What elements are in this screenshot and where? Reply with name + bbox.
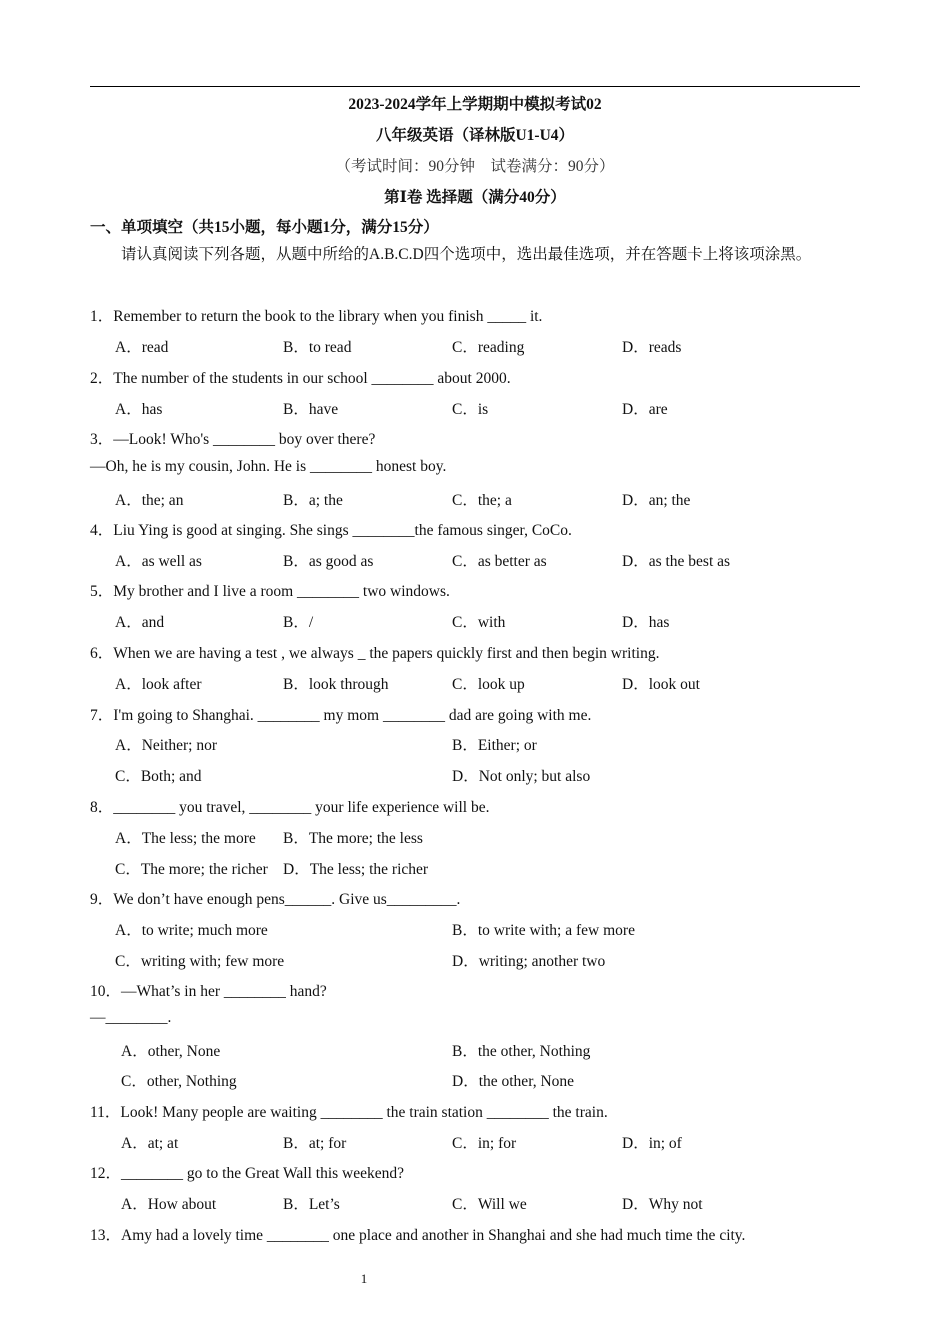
option-a: A．look after <box>115 676 202 693</box>
question-stem: 12．________ go to the Great Wall this weekend? <box>90 1165 404 1182</box>
option-b: B．have <box>283 401 339 418</box>
option-c: C．Will we <box>452 1196 527 1213</box>
option-d: D．reads <box>622 339 682 356</box>
option-b: B．look through <box>283 676 389 693</box>
question-stem: 10．—What’s in her ________ hand? <box>90 983 327 1000</box>
option-c: C．in; for <box>452 1135 517 1152</box>
option-d: D．The less; the richer <box>283 861 429 878</box>
option-a: A．How about <box>121 1196 217 1213</box>
part-title: 第Ⅰ卷 选择题（满分40分） <box>384 189 566 206</box>
exam-subtitle: 八年级英语（译林版U1-U4） <box>375 127 575 144</box>
question-stem: 2．The number of the students in our school ________ about 2000. <box>90 370 511 387</box>
question-stem: 3．—Look! Who's ________ boy over there? <box>90 431 376 448</box>
option-a: A．read <box>115 339 169 356</box>
option-b: B．Let’s <box>283 1196 340 1213</box>
option-d: D．Not only; but also <box>452 768 591 785</box>
option-b: B．to read <box>283 339 352 356</box>
exam-info: （考试时间：90分钟 试卷满分：90分） <box>335 158 615 175</box>
option-d: D．are <box>622 401 668 418</box>
section-heading: 一、单项填空（共15小题，每小题1分，满分15分） <box>90 219 439 236</box>
question-stem: 13．Amy had a lovely time ________ one place and another in Shanghai and she had much time the city. <box>90 1227 746 1244</box>
question-stem: 1．Remember to return the book to the library when you finish _____ it. <box>90 308 543 325</box>
option-d: D．has <box>622 614 670 631</box>
option-c: C．as better as <box>452 553 547 570</box>
option-b: B．Either; or <box>452 737 537 754</box>
option-a: A．other, None <box>121 1043 221 1060</box>
option-a: A．and <box>115 614 165 631</box>
option-d: D．the other, None <box>452 1073 575 1090</box>
option-d: D．look out <box>622 676 700 693</box>
question-stem-continued: —________. <box>90 1009 172 1026</box>
option-d: D．an; the <box>622 492 691 509</box>
section-instruction: 请认真阅读下列各题，从题中所给的A.B.C.D四个选项中，选出最佳选项，并在答题卡上将该项涂黑。 <box>121 246 812 263</box>
option-b: B．as good as <box>283 553 374 570</box>
option-b: B．a; the <box>283 492 343 509</box>
option-d: D．Why not <box>622 1196 703 1213</box>
option-c: C．look up <box>452 676 525 693</box>
exam-title: 2023-2024学年上学期期中模拟考试02 <box>348 96 602 113</box>
option-b: B．the other, Nothing <box>452 1043 591 1060</box>
option-c: C．writing with; few more <box>115 953 285 970</box>
option-c: C．the; a <box>452 492 512 509</box>
option-a: A．has <box>115 401 163 418</box>
question-stem: 4．Liu Ying is good at singing. She sings ________the famous singer, CoCo. <box>90 522 572 539</box>
option-c: C．other, Nothing <box>121 1073 237 1090</box>
option-b: B．The more; the less <box>283 830 423 847</box>
question-stem: 8．________ you travel, ________ your life experience will be. <box>90 799 490 816</box>
header-rule <box>90 86 860 87</box>
page-number: 1 <box>360 1271 368 1286</box>
option-a: A．to write; much more <box>115 922 268 939</box>
option-d: D．in; of <box>622 1135 682 1152</box>
option-a: A．as well as <box>115 553 202 570</box>
question-stem-continued: —Oh, he is my cousin, John. He is ________ honest boy. <box>90 458 447 475</box>
option-a: A．Neither; nor <box>115 737 218 754</box>
option-b: B．at; for <box>283 1135 347 1152</box>
option-c: C．with <box>452 614 506 631</box>
option-c: C．Both; and <box>115 768 202 785</box>
question-stem: 11．Look! Many people are waiting ________ the train station ________ the train. <box>90 1104 608 1121</box>
question-stem: 9．We don’t have enough pens______. Give us_________. <box>90 891 461 908</box>
option-d: D．writing; another two <box>452 953 606 970</box>
question-stem: 6．When we are having a test , we always _ the papers quickly first and then begin writing. <box>90 645 660 662</box>
question-stem: 7．I'm going to Shanghai. ________ my mom ________ dad are going with me. <box>90 707 592 724</box>
option-b: B．to write with; a few more <box>452 922 635 939</box>
option-a: A．the; an <box>115 492 184 509</box>
option-a: A．The less; the more <box>115 830 256 847</box>
option-b: B．/ <box>283 614 314 631</box>
option-d: D．as the best as <box>622 553 731 570</box>
option-c: C．The more; the richer <box>115 861 268 878</box>
question-stem: 5．My brother and I live a room ________ two windows. <box>90 583 450 600</box>
option-c: C．is <box>452 401 489 418</box>
option-c: C．reading <box>452 339 525 356</box>
option-a: A．at; at <box>121 1135 179 1152</box>
